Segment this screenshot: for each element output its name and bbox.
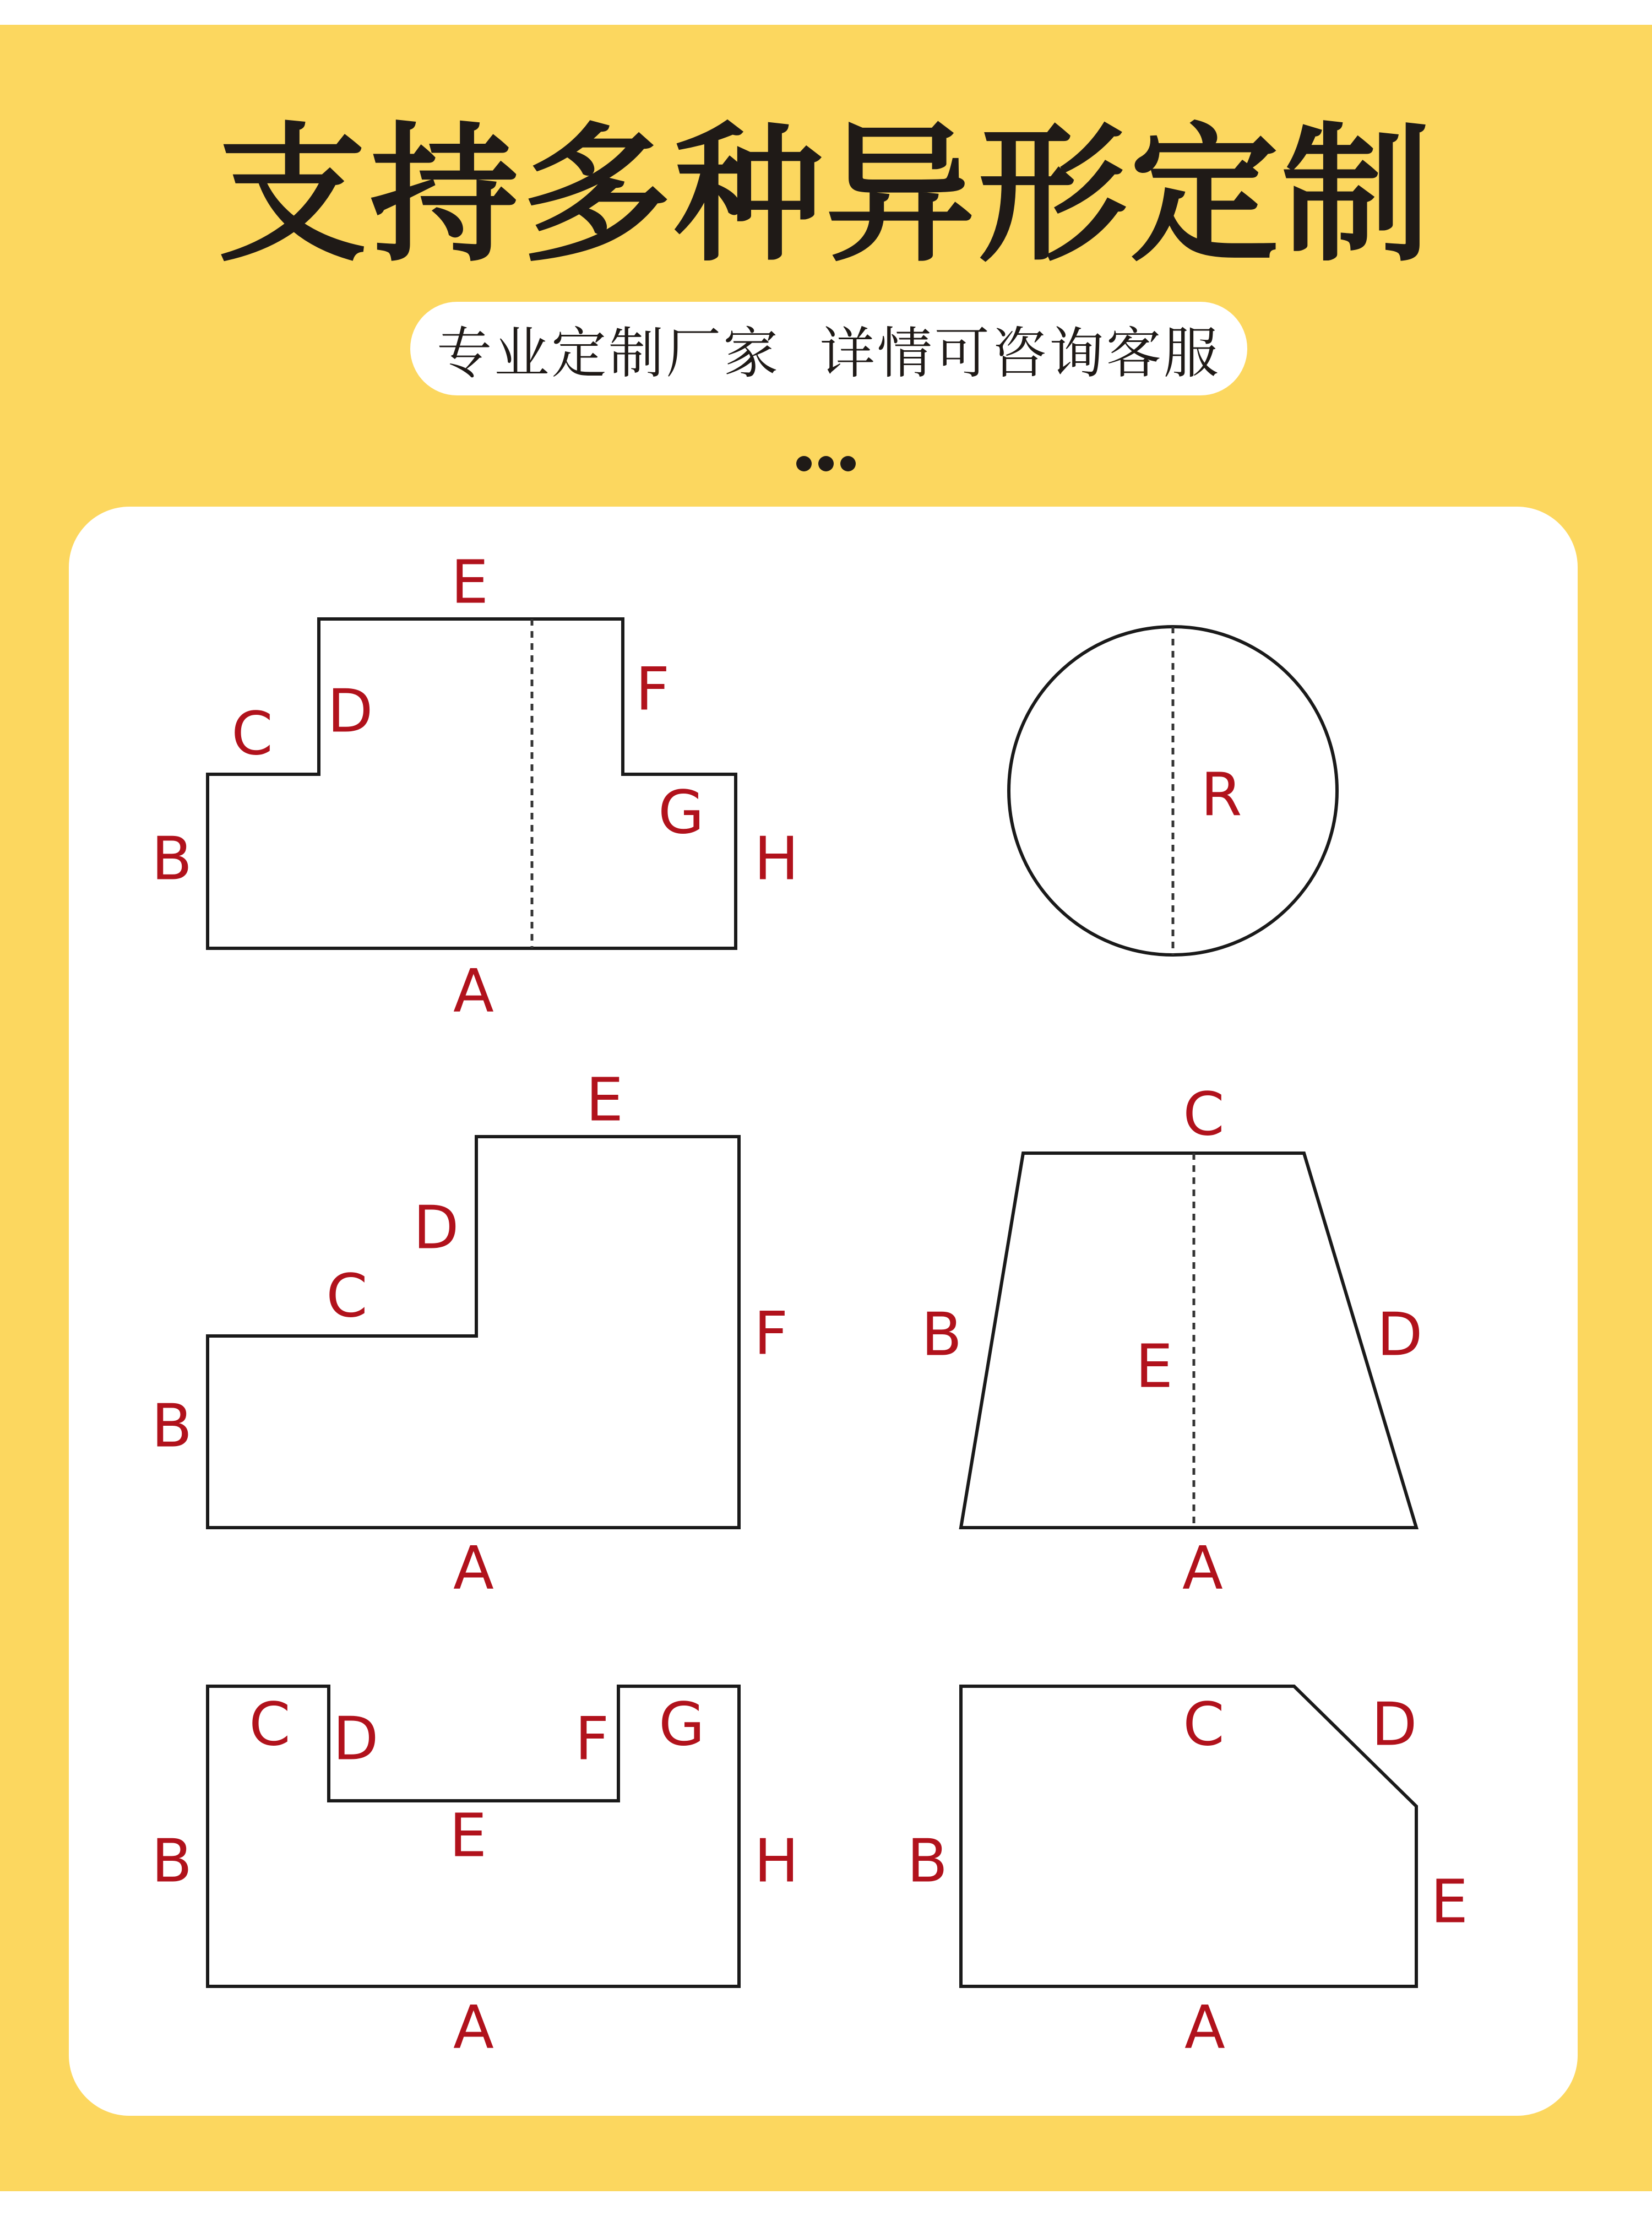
l-shape-label-d: D [413,1193,459,1263]
t-shape-label-g: G [658,778,704,848]
trapezoid-outline [961,1153,1416,1528]
l-shape-label-c: C [326,1262,368,1331]
chamfer-rect-label-d: D [1371,1690,1417,1759]
t-shape-label-a: A [453,957,494,1026]
t-shape-label-b: B [151,824,193,894]
trapezoid-label-a: A [1182,1534,1223,1603]
trapezoid-label-d: D [1377,1300,1423,1370]
l-shape-label-a: A [453,1534,494,1603]
u-shape-label-d: D [333,1704,379,1774]
l-shape-label-b: B [151,1392,193,1461]
u-shape-label-a: A [453,1993,494,2062]
chamfer-rect-diagram [907,1686,1468,2062]
trapezoid-label-c: C [1183,1080,1225,1149]
t-shape-label-d: D [327,677,373,746]
u-shape-label-g: G [659,1690,705,1759]
trapezoid-label-b: B [921,1300,963,1370]
l-shape-label-f: F [753,1299,789,1368]
chamfer-rect-label-c: C [1183,1690,1225,1759]
chamfer-rect-label-e: E [1430,1867,1469,1937]
l-shape-diagram [151,1066,788,1603]
chamfer-rect-label-b: B [906,1827,948,1896]
u-shape-label-e: E [449,1801,487,1871]
l-shape-outline [208,1137,739,1528]
page-title: 支持多种异形定制 [218,108,1434,282]
circle-diagram [1009,627,1337,955]
circle-label-r: R [1200,761,1242,830]
subtitle-text: 专业定制厂家 详情可咨询客服 [437,321,1221,385]
t-shape-label-h: H [754,824,799,894]
trapezoid-label-e: E [1135,1332,1173,1402]
u-shape-label-f: F [574,1704,610,1774]
u-shape-diagram [151,1686,799,2062]
trapezoid-diagram [921,1080,1423,1603]
t-shape-label-c: C [231,699,273,769]
u-shape-label-h: H [754,1827,799,1896]
u-shape-label-c: C [249,1690,291,1759]
u-shape-label-b: B [151,1827,193,1896]
t-shape-label-f: F [635,655,670,724]
chamfer-rect-label-a: A [1184,1993,1225,2062]
l-shape-label-e: E [585,1066,624,1135]
t-shape-label-e: E [450,548,489,617]
t-shape-diagram [151,548,799,1026]
